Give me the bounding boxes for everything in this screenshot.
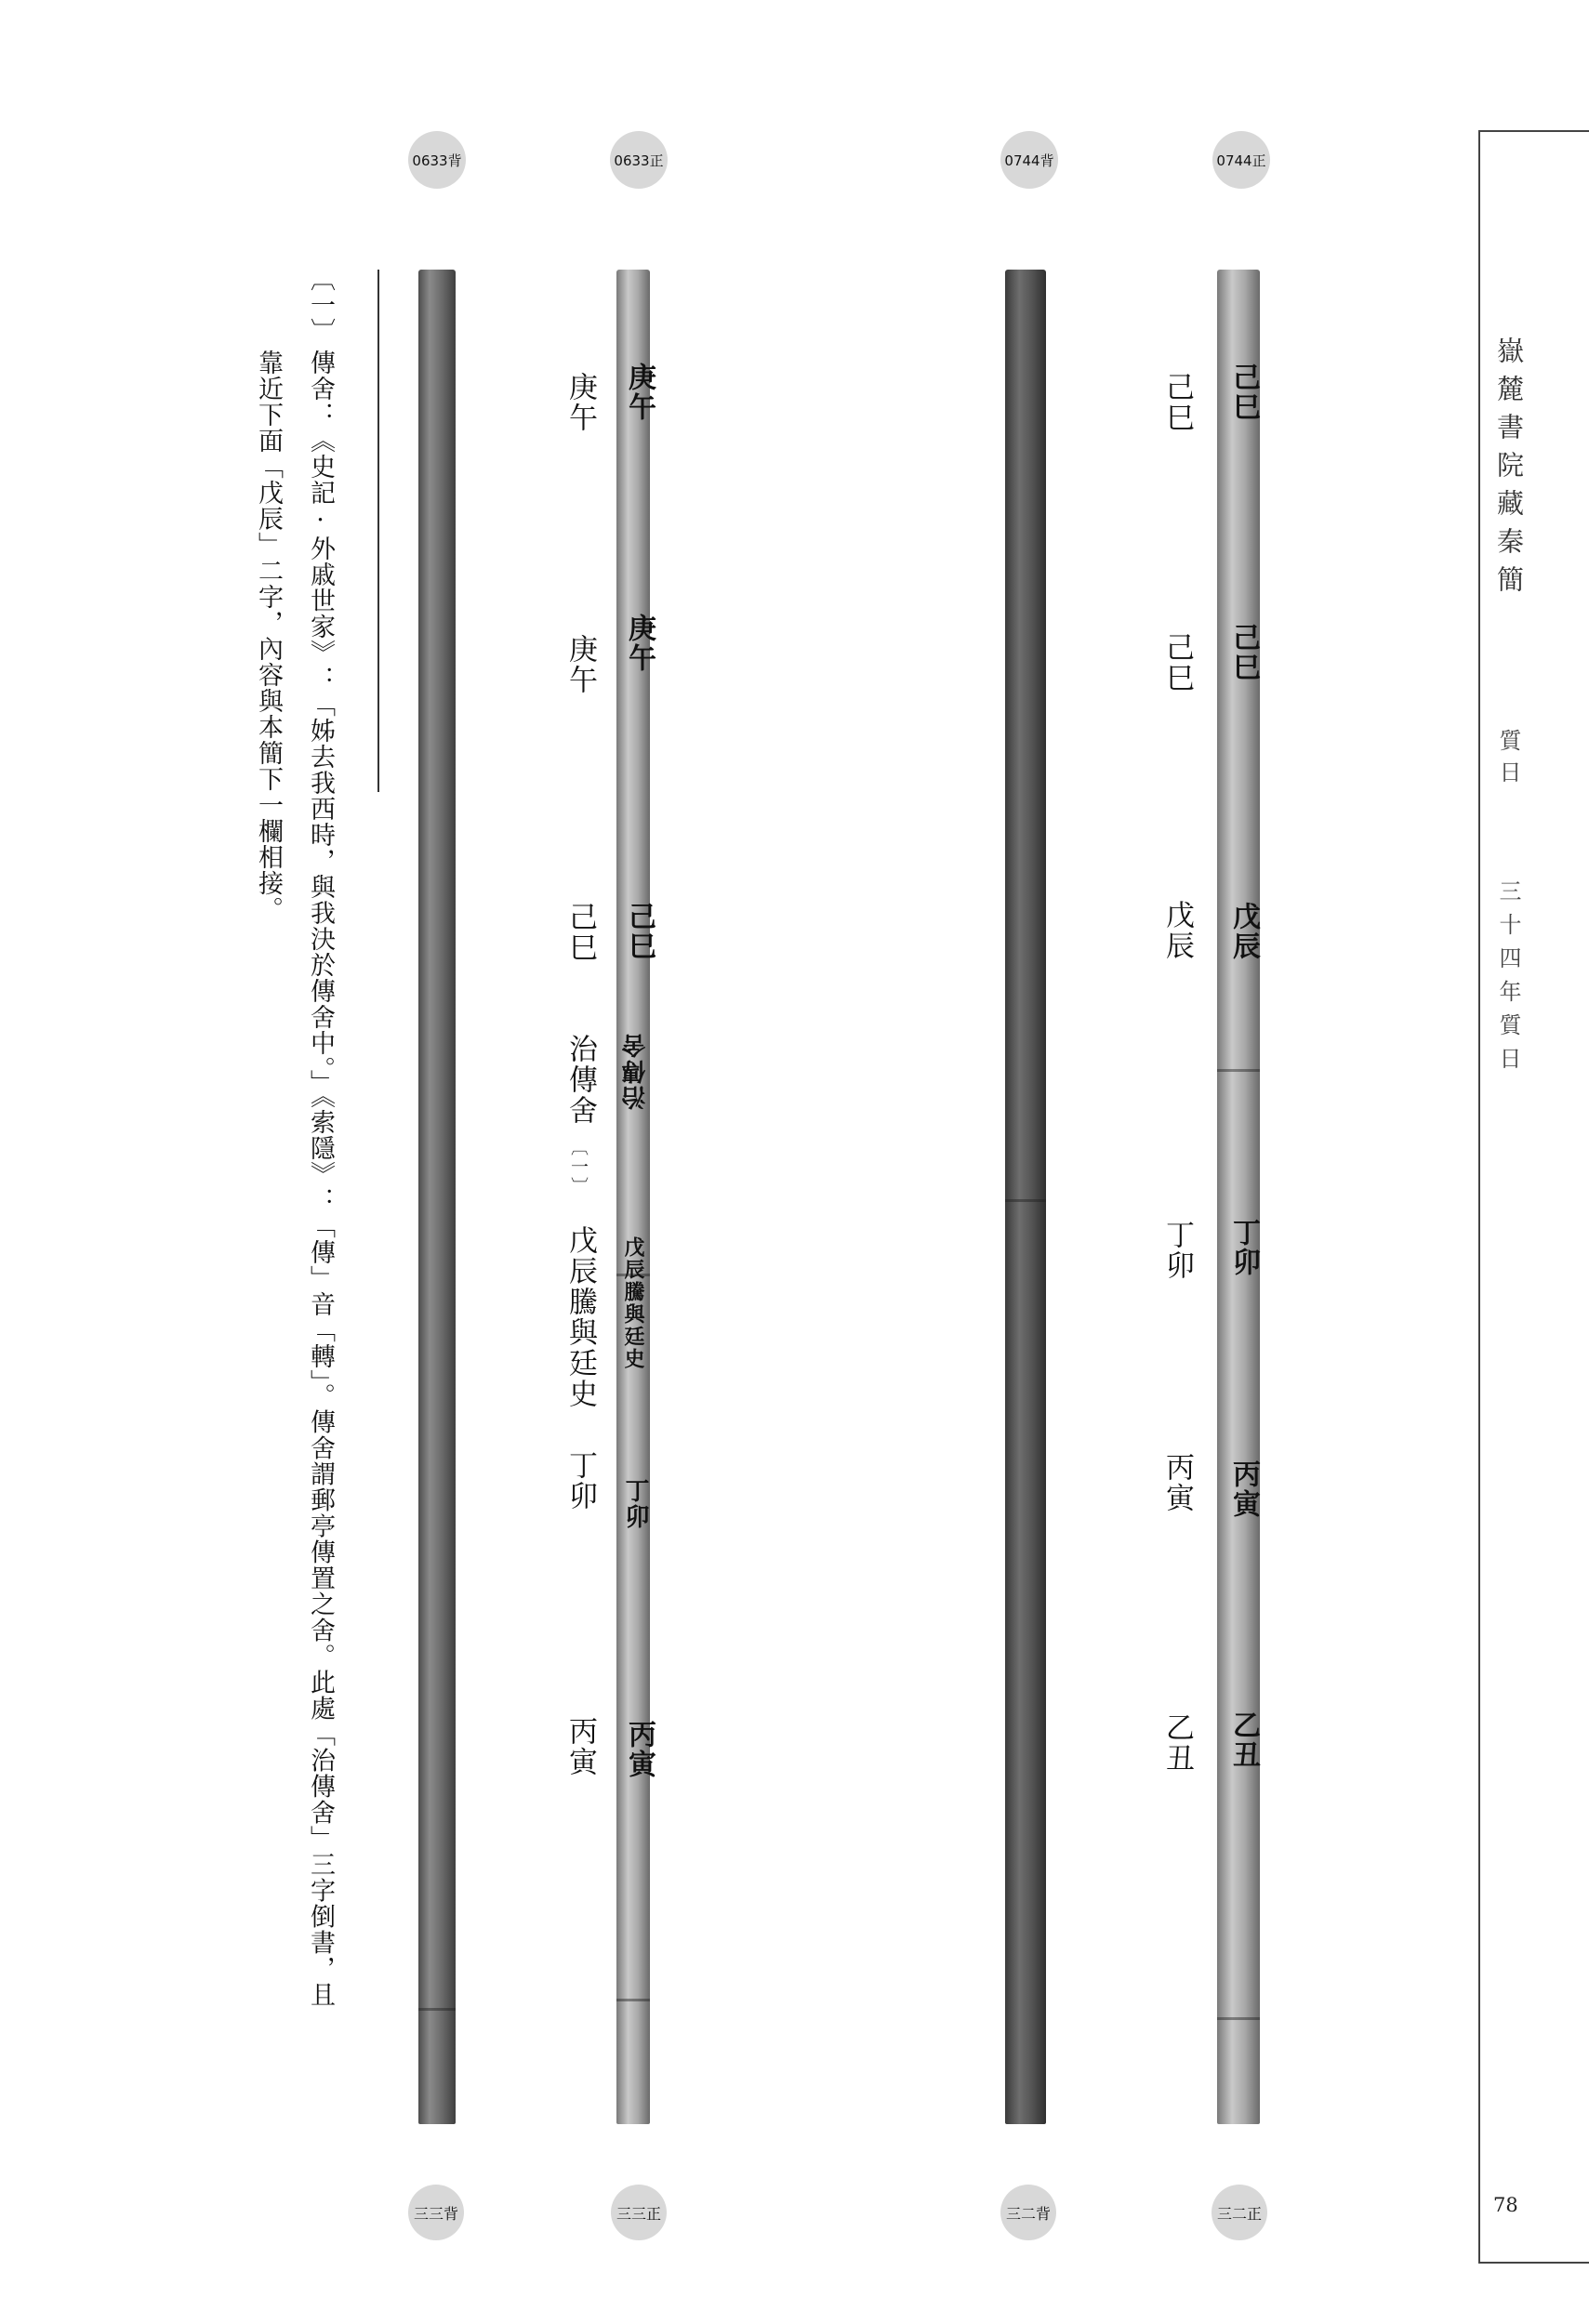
footnote-marker: 〔一〕 — [306, 266, 335, 344]
sidebar-rule-top — [1478, 130, 1589, 132]
ink-glyph: 己巳 — [1227, 363, 1260, 422]
book-title: 嶽麓書院藏秦簡 — [1493, 337, 1525, 603]
transcription-text: 丁卯 — [563, 1450, 597, 1512]
slip-number-bottom-33-back: 三三背 — [408, 2185, 464, 2240]
page-number: 78 — [1493, 2194, 1518, 2216]
transcription-text: 庚午 — [563, 634, 597, 695]
footnote-marker: 〔一〕 — [568, 1138, 589, 1196]
transcription-text: 庚午 — [563, 372, 597, 433]
ink-glyph: 丁卯 — [621, 1478, 649, 1530]
transcription-text: 戊辰騰與廷史 — [563, 1225, 597, 1409]
ink-glyph: 戊辰騰與廷史 — [621, 1236, 644, 1370]
ink-glyph: 庚午 — [623, 614, 655, 673]
slip-number-bottom-32-front: 三二正 — [1212, 2185, 1267, 2240]
slip-image-0633-front — [616, 270, 655, 2124]
chapter-title: 質日 — [1495, 729, 1521, 792]
slip-id-top-0744-back: 0744背 — [1000, 131, 1058, 189]
ink-glyph: 戊辰 — [1227, 902, 1260, 961]
transcription-text: 丙寅 — [1160, 1452, 1194, 1513]
slip-image-0633-back — [418, 270, 456, 2124]
slip-number-bottom-33-front: 三三正 — [611, 2185, 667, 2240]
sidebar-rule-bottom — [1478, 2262, 1589, 2264]
notes-rule — [377, 270, 379, 792]
slip-id-top-0633-front: 0633正 — [610, 131, 668, 189]
ink-glyph: 己巳 — [623, 902, 655, 961]
slip-id-top-0633-back: 0633背 — [408, 131, 466, 189]
slip-id-top-0744-front: 0744正 — [1212, 131, 1270, 189]
transcription-text: 戊辰 — [1160, 900, 1194, 961]
ink-glyph: 丁卯 — [1227, 1218, 1260, 1277]
transcription-text: 治傳舍 — [563, 1034, 597, 1126]
ink-glyph: 己巳 — [1227, 623, 1260, 682]
footnote-text: 傳舍：《史記·外戚世家》：「姊去我西時，與我決於傳舍中。」《索隱》：「傳」音「轉」。傳舍謂郵亭傳置之舍。此處「治傳舍」三字倒書，且 — [306, 350, 335, 2008]
footnote-text: 靠近下面「戊辰」二字，內容與本簡下一欄相接。 — [254, 350, 283, 922]
ink-glyph: 庚午 — [623, 363, 655, 422]
transcription-text: 丁卯 — [1160, 1220, 1194, 1281]
ink-glyph: 治傳舍 — [622, 1032, 650, 1110]
ink-glyph: 丙寅 — [1227, 1459, 1260, 1519]
ink-glyph: 乙丑 — [1227, 1710, 1260, 1770]
transcription-text: 丙寅 — [563, 1716, 597, 1777]
slip-image-0744-back — [1005, 270, 1046, 2124]
transcription-text: 己巳 — [563, 902, 597, 963]
ink-glyph: 丙寅 — [623, 1720, 655, 1779]
section-title: 三十四年質日 — [1495, 879, 1521, 1080]
transcription-text: 乙丑 — [1160, 1712, 1194, 1774]
transcription-text: 己巳 — [1160, 632, 1194, 693]
transcription-text: 己巳 — [1160, 372, 1194, 433]
slip-number-bottom-32-back: 三二背 — [1000, 2185, 1056, 2240]
slip-image-0744-front — [1217, 270, 1260, 2124]
sidebar-rule-vertical — [1478, 130, 1480, 2264]
